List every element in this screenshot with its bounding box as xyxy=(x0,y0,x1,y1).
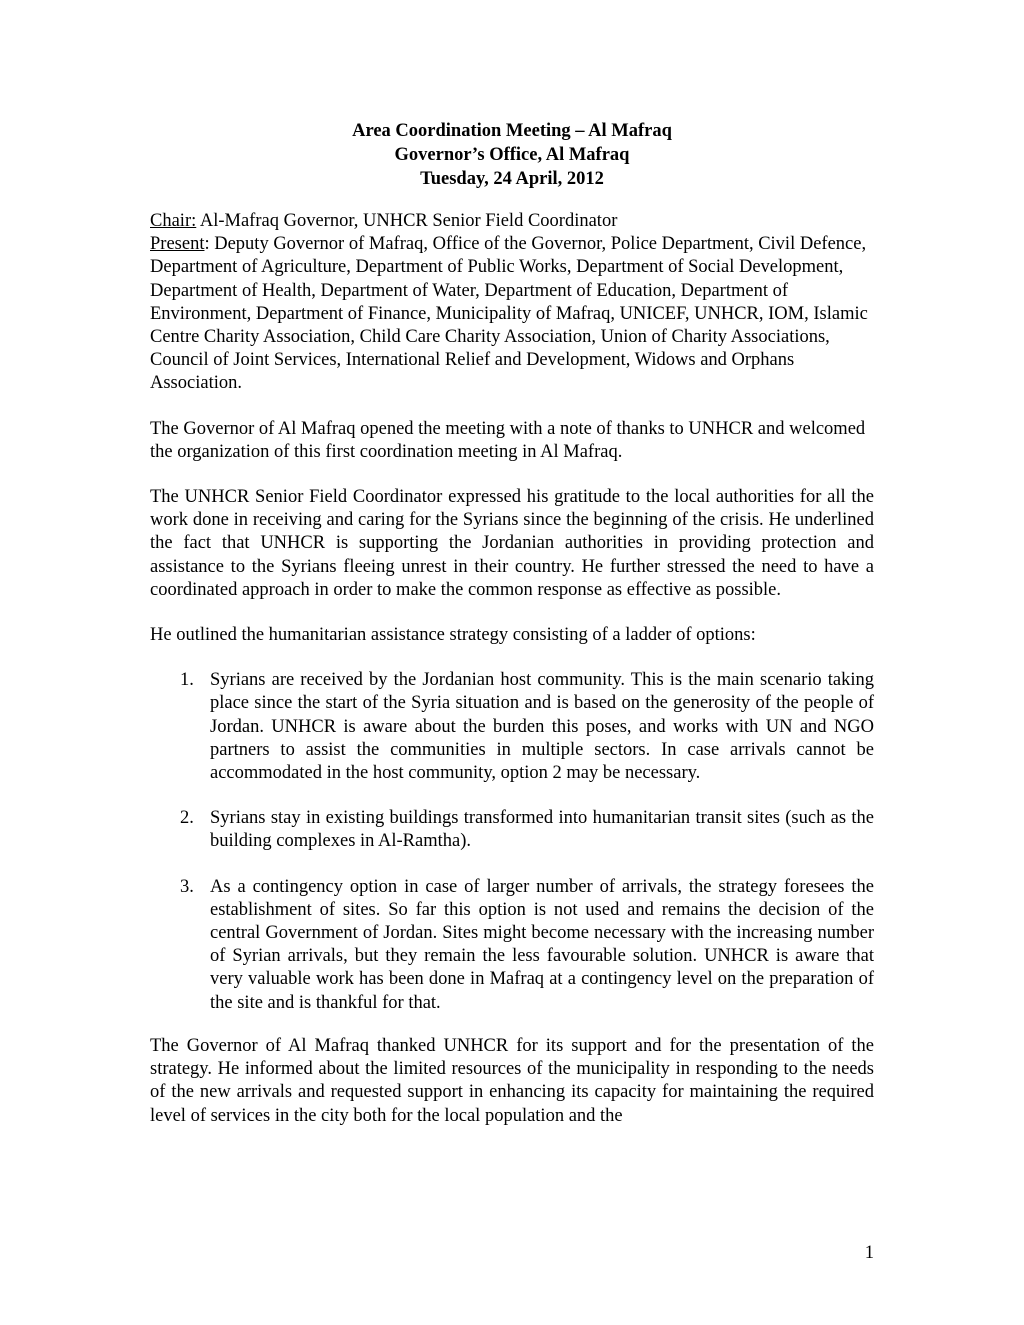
meeting-date: Tuesday, 24 April, 2012 xyxy=(420,169,604,189)
chair-text: Al-Mafraq Governor, UNHCR Senior Field Coordinator xyxy=(196,211,618,231)
paragraph-opening: The Governor of Al Mafraq opened the meeting with a note of thanks to UNHCR and welcomed the organization of this first coordination meeting in Al Mafraq. xyxy=(150,418,866,462)
list-item-number: 1. xyxy=(180,670,194,691)
list-item xyxy=(150,807,874,853)
page-number: 1 xyxy=(864,1243,874,1263)
document-title-block xyxy=(150,119,874,191)
list-item-text: As a contingency option in case of larger number of arrivals, the strategy foresees the establishment of sites. So far this option is not used and remains the decision of the central Government of Jordan. Sites might become necessary with the increasing number of Syrian arrivals, but they remain the less favourable solution. UNHCR is aware that very valuable work has been done in Mafraq at a contingency level on the preparation of the site and is thankful for that. xyxy=(210,876,874,1013)
list-item-number: 2. xyxy=(180,808,194,829)
paragraph-strategy-intro: He outlined the humanitarian assistance strategy consisting of a ladder of options: xyxy=(150,625,756,646)
present-line xyxy=(150,233,874,395)
list-item-text: Syrians stay in existing buildings transformed into humanitarian transit sites (such as the building complexes in Al-Ramtha). xyxy=(210,808,874,852)
list-item xyxy=(150,669,874,785)
present-text: : Deputy Governor of Mafraq, Office of the Governor, Police Department, Civil Defence, Department of Agriculture, Department of Public Works, Department of Social Development, Department of Health, Department of Water, Department of Education, Department of Environment, Department of Finance, Municipality of Mafraq, UNICEF, UNHCR, IOM, Islamic Centre Charity Association, Child Care Charity Association, Union of Charity Associations, Council of Joint Services, International Relief and Development, Widows and Orphans Association. xyxy=(150,234,868,394)
paragraph-coordinator: The UNHCR Senior Field Coordinator expressed his gratitude to the local authorities for all the work done in receiving and caring for the Syrians since the beginning of the crisis. He underlined the fact that UNHCR is supporting the Jordanian authorities in providing protection and assistance to the Syrians fleeing unrest in their country. He further stressed the need to have a coordinated approach in order to make the common response as effective as possible. xyxy=(150,487,874,600)
paragraph-governor-response: The Governor of Al Mafraq thanked UNHCR for its support and for the presentation of the strategy. He informed about the limited resources of the municipality in responding to the needs of the new arrivals and requested support in enhancing its capacity for maintaining the required level of services in the city both for the local population and the xyxy=(150,1035,874,1126)
chair-line xyxy=(150,210,874,233)
meeting-title: Area Coordination Meeting – Al Mafraq xyxy=(352,121,672,141)
attendance-block xyxy=(150,210,874,396)
present-label: Present xyxy=(150,234,205,255)
options-list xyxy=(150,669,874,1015)
chair-label: Chair: xyxy=(150,211,197,231)
list-item-text: Syrians are received by the Jordanian host community. This is the main scenario taking place since the start of the Syria situation and is based on the generosity of the people of Jordan. UNHCR is aware about the burden this poses, and works with UN and NGO partners to assist the communities in multiple sectors. In case arrivals cannot be accommodated in the host community, option 2 may be necessary. xyxy=(210,670,874,784)
meeting-location: Governor’s Office, Al Mafraq xyxy=(394,145,630,165)
list-item-number: 3. xyxy=(180,876,194,897)
list-item xyxy=(150,876,874,1015)
